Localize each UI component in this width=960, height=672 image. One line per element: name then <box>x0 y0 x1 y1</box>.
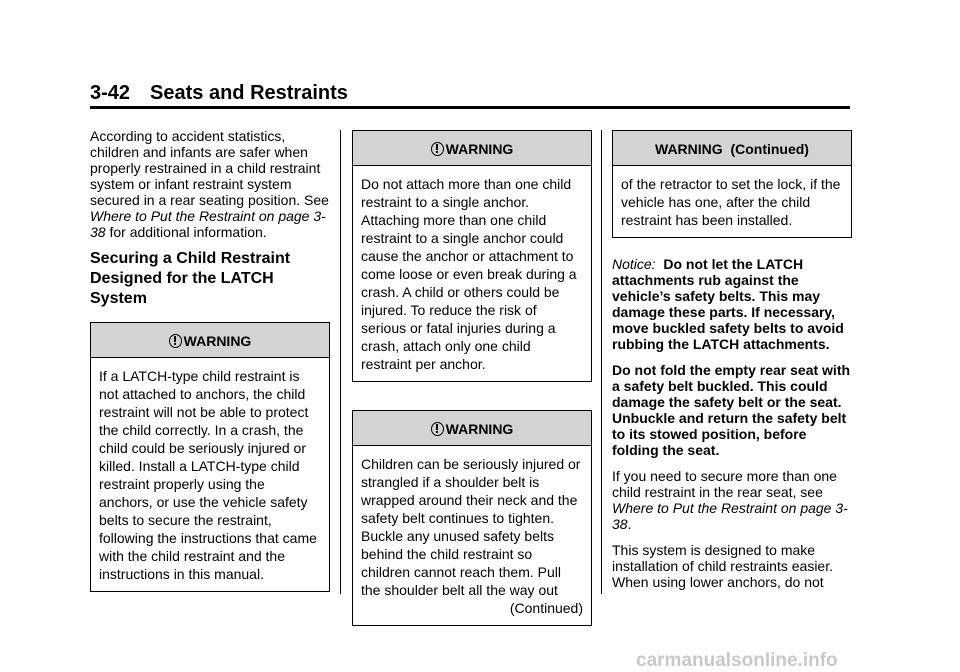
warning-header: WARNING (Continued) <box>613 131 851 166</box>
warning-body: of the retractor to set the lock, if the vehicle has one, after the child restraint has been installed. <box>621 176 841 228</box>
warning-box-shoulder-belt <box>352 410 592 626</box>
notice-text: Do not let the LATCH attachments rub against the vehicle’s safety belts. This may damage these parts. If necessary, move buckled safety belts to avoid rubbing the LATCH attachments. <box>612 256 844 352</box>
warning-box-latch <box>90 322 330 592</box>
intro-paragraph <box>90 128 330 240</box>
warning-text: Children can be seriously injured or strangled if a shoulder belt is wrapped around their neck and the safety belt continues to tighten. Buckle any unused safety belts behind the child restraint so children cannot reach them. Pull the shoulder belt all the way out <box>361 456 581 598</box>
column-1 <box>90 128 330 592</box>
fold-seat-paragraph: Do not fold the empty rear seat with a safety belt buckled. This could damage the safety belt or the seat. Unbuckle and return the safety belt to its stowed position, before folding the seat. <box>612 362 851 458</box>
secure-text: If you need to secure more than one child restraint in the rear seat, see <box>612 468 837 500</box>
warning-body: If a LATCH-type child restraint is not attached to anchors, the child restraint will not be able to protect the child correctly. In a crash, the child could be seriously injured or killed. Install a LATCH-type child restraint properly using the anchors, or use the vehicle safety belts to secure the restraint, following the instructions that came with the child restraint and the instructions in this manual. <box>99 368 317 582</box>
secure-paragraph <box>612 468 852 532</box>
warning-icon <box>431 142 444 156</box>
warning-header <box>353 411 591 446</box>
continued-label: (Continued) <box>509 600 583 616</box>
warning-title: WARNING <box>445 141 514 157</box>
column-2 <box>352 128 592 626</box>
warning-title: WARNING <box>445 421 514 437</box>
intro-tail: for additional information. <box>105 224 267 240</box>
column-divider-2 <box>601 130 602 594</box>
intro-text: According to accident statistics, children and infants are safer when properly restrained in a child restraint system or infant restraint system secured in a rear seating position. See <box>90 128 329 208</box>
header-text <box>90 80 850 106</box>
notice-paragraph <box>612 256 852 352</box>
warning-header <box>91 323 329 358</box>
warning-box-continued <box>612 130 852 238</box>
warning-title: WARNING <box>183 333 252 349</box>
secure-link[interactable]: Where to Put the Restraint on page 3-38 <box>612 500 848 532</box>
warning-header <box>353 131 591 166</box>
system-paragraph: This system is designed to make installation of child restraints easier. When using lower anchors, do not <box>612 542 833 590</box>
warning-icon <box>431 422 444 436</box>
watermark: carmanualsonline.info <box>636 650 838 671</box>
column-divider-1 <box>340 130 341 594</box>
latch-heading: Securing a Child Restraint Designed for the LATCH System <box>90 250 291 307</box>
warning-body: Do not attach more than one child restraint to a single anchor. Attaching more than one child restraint to a single anchor could cause the anchor or attachment to come loose or even break during a crash. A child or others could be injured. To reduce the risk of serious or fatal injuries during a crash, attach only one child restraint per anchor. <box>361 176 577 372</box>
notice-label: Notice: <box>612 256 656 272</box>
section-title: Seats and Restraints <box>150 82 348 104</box>
header-rule <box>90 106 850 109</box>
page-header <box>90 80 850 106</box>
warning-box-anchor <box>352 130 592 382</box>
page-number: 3-42 <box>90 82 131 104</box>
column-3 <box>612 128 852 590</box>
secure-tail: . <box>627 516 632 532</box>
intro-link[interactable]: Where to Put the Restraint on page 3-38 <box>90 208 326 240</box>
warning-body <box>353 446 591 625</box>
warning-icon <box>169 334 182 348</box>
